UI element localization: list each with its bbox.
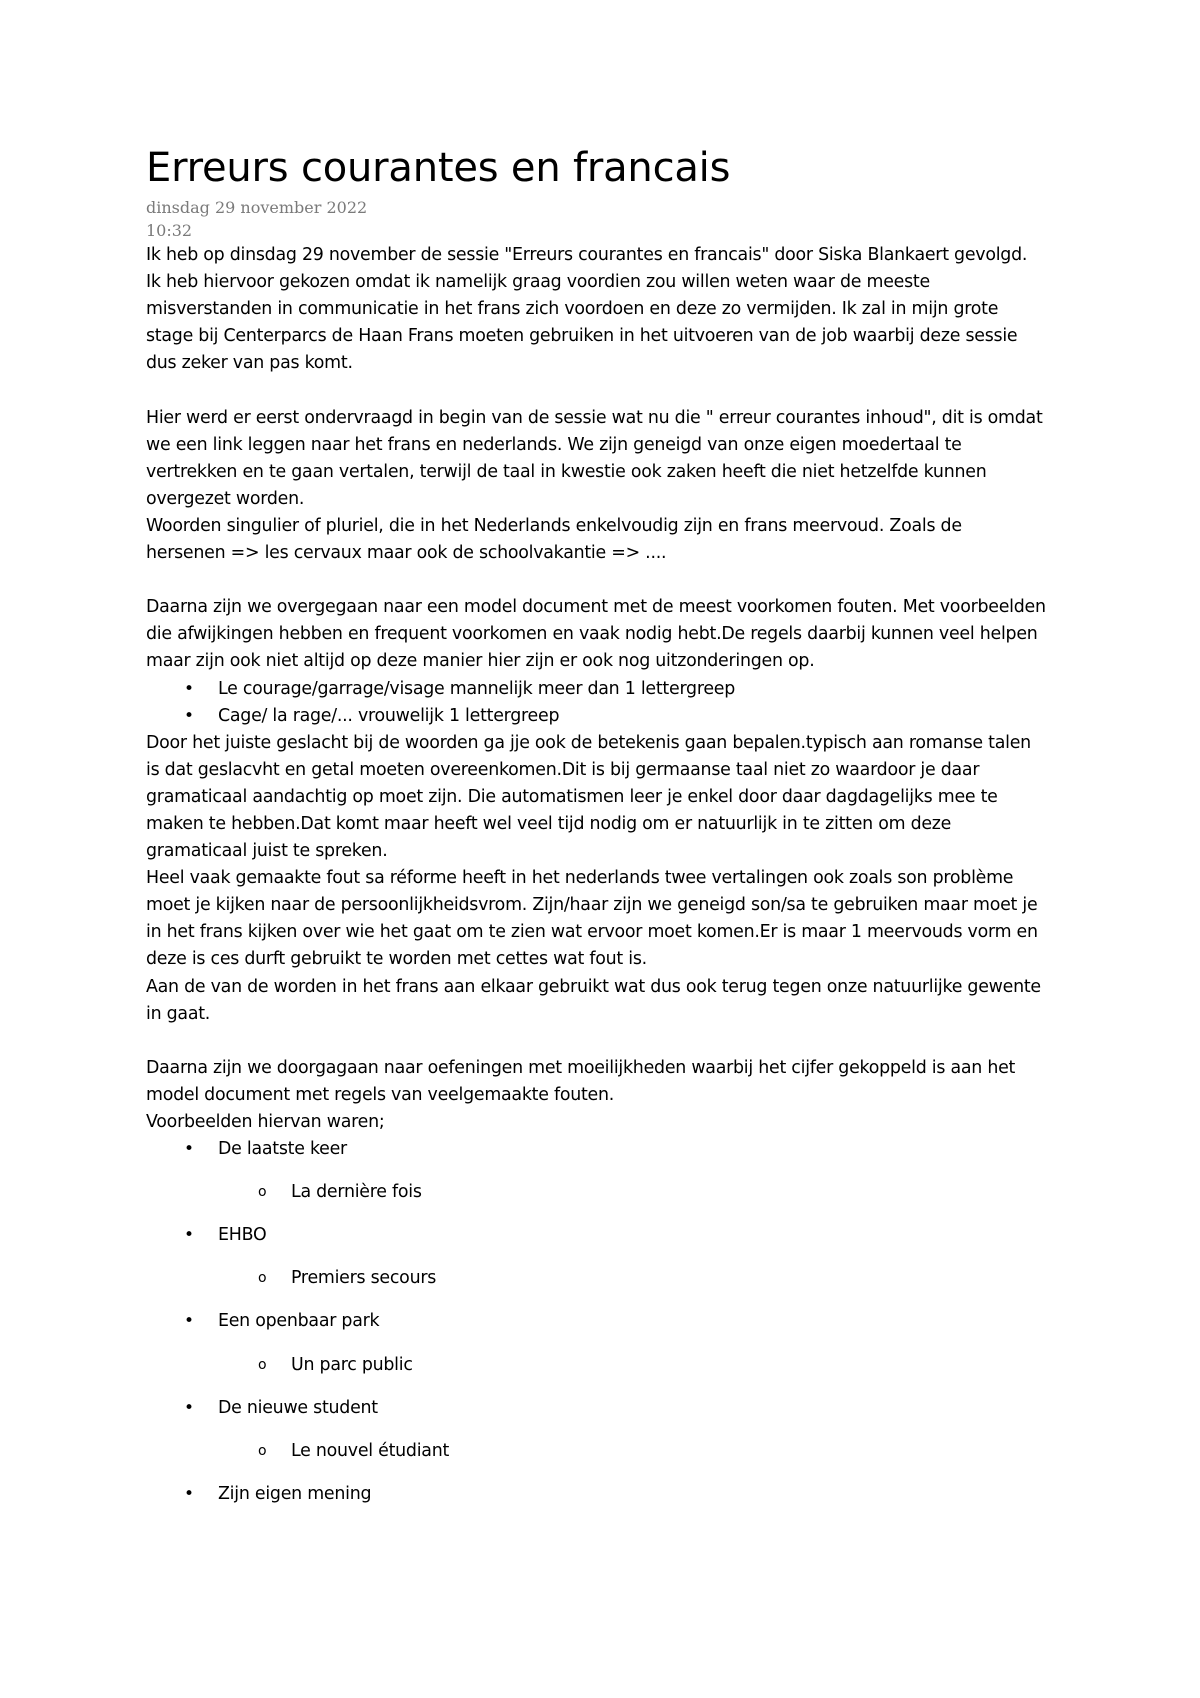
example-french: Premiers secours (291, 1268, 437, 1289)
paragraph-9: Voorbeelden hiervan waren; (146, 1112, 385, 1132)
spacer (146, 567, 1046, 594)
example-french: Le nouvel étudiant (291, 1440, 450, 1461)
bullet-icon: • (184, 1225, 194, 1246)
paragraph-6: Heel vaak gemaakte fout sa réforme heeft in het nederlands twee vertalingen ook zoals son problème moet je kijken naar de persoonlijkheidsvrom. Zijn/haar zijn we geneigd son/sa te gebruiken maar moet je in het frans kijken over wie het gaat om te zien wat ervoor moet komen.Er is maar 1 meervouds vorm en deze is ces durft gebruikt te worden met cettes wat fout is. (146, 868, 1038, 970)
note-time: 10:32 (146, 221, 193, 240)
note-date: dinsdag 29 november 2022 (146, 198, 368, 217)
document-page (146, 140, 1046, 1508)
intro-paragraph: Ik heb op dinsdag 29 november de sessie "Erreurs courantes en francais" door Siska Blankaert gevolgd. Ik heb hiervoor gekozen omdat ik namelijk graag voordien zou willen weten waar de meeste misverstanden in communicatie in het frans zich voordoen en deze zo vermijden. Ik zal in mijn grote stage bij Centerparcs de Haan Frans moeten gebruiken in het uitvoeren van de job waarbij deze sessie dus zeker van pas komt. (146, 245, 1028, 374)
example-french: La dernière fois (291, 1182, 422, 1203)
sub-bullet-icon: o (258, 1442, 267, 1459)
example-dutch: De laatste keer (218, 1139, 347, 1160)
example-dutch: Een openbaar park (218, 1311, 380, 1332)
list-item-text: Cage/ la rage/... vrouwelijk 1 lettergreep (218, 705, 560, 726)
bullet-icon: • (184, 1397, 194, 1418)
bullet-icon: • (184, 1139, 194, 1160)
example-translation (146, 1438, 1046, 1465)
example-item (146, 1308, 1046, 1335)
example-item (146, 1222, 1046, 1249)
paragraph-8: Daarna zijn we doorgagaan naar oefeningen met moeilijkheden waarbij het cijfer gekoppeld is aan het model document met regels van veelgemaakte fouten. (146, 1057, 1016, 1105)
example-french: Un parc public (291, 1354, 413, 1375)
list-item-text: Le courage/garrage/visage mannelijk meer dan 1 lettergreep (218, 678, 736, 699)
sub-bullet-icon: o (258, 1356, 267, 1373)
example-translation (146, 1179, 1046, 1206)
bullet-icon: • (184, 1311, 194, 1332)
sub-bullet-icon: o (258, 1270, 267, 1287)
sub-bullet-icon: o (258, 1184, 267, 1201)
paragraph-4: Daarna zijn we overgegaan naar een model document met de meest voorkomen fouten. Met voorbeelden die afwijkingen hebben en frequent voorkomen en vaak nodig hebt.De regels daarbij kunnen veel helpen maar zijn ook niet altijd op deze manier hier zijn er ook nog uitzonderingen op. (146, 597, 1046, 672)
example-item (146, 1481, 1046, 1508)
paragraph-7: Aan de van de worden in het frans aan elkaar gebruikt wat dus ook terug tegen onze natuurlijke gewente in gaat. (146, 976, 1041, 1024)
paragraph-5: Door het juiste geslacht bij de woorden ga jje ook de betekenis gaan bepalen.typisch aan romanse talen is dat geslacvht en getal moeten overeenkomen.Dit is bij germaanse taal niet zo waardoor je daar gramaticaal aandachtig op moet zijn. Die automatismen leer je enkel door daar dagdagelijks mee te maken te hebben.Dat komt maar heeft wel veel tijd nodig om er natuurlijk in te zitten om deze gramaticaal juist te spreken. (146, 732, 1031, 862)
rules-list (146, 676, 1046, 730)
paragraph-2: Hier werd er eerst ondervraagd in begin van de sessie wat nu die " erreur courantes inhoud", dit is omdat we een link leggen naar het frans en nederlands. We zijn geneigd van onze eigen moedertaal te vertrekken en te gaan vertalen, terwijl de taal in kwestie ook zaken heeft die niet hetzelfde kunnen overgezet worden. (146, 407, 1043, 509)
spacer (146, 1028, 1046, 1055)
example-item (146, 1136, 1046, 1163)
list-item (146, 703, 1046, 730)
example-dutch: Zijn eigen mening (218, 1483, 372, 1504)
example-dutch: De nieuwe student (218, 1397, 378, 1418)
paragraph-3: Woorden singulier of pluriel, die in het Nederlands enkelvoudig zijn en frans meervoud. Zoals de hersenen => les cervaux maar ook de schoolvakantie => .... (146, 515, 962, 564)
bullet-icon: • (184, 1483, 194, 1504)
bullet-icon: • (184, 678, 194, 699)
examples-list (146, 1136, 1046, 1508)
bullet-icon: • (184, 705, 194, 726)
example-item (146, 1395, 1046, 1422)
page-title: Erreurs courantes en francais (146, 145, 731, 191)
example-dutch: EHBO (218, 1225, 267, 1246)
example-translation (146, 1265, 1046, 1292)
spacer (146, 377, 1046, 404)
list-item (146, 676, 1046, 703)
example-translation (146, 1352, 1046, 1379)
